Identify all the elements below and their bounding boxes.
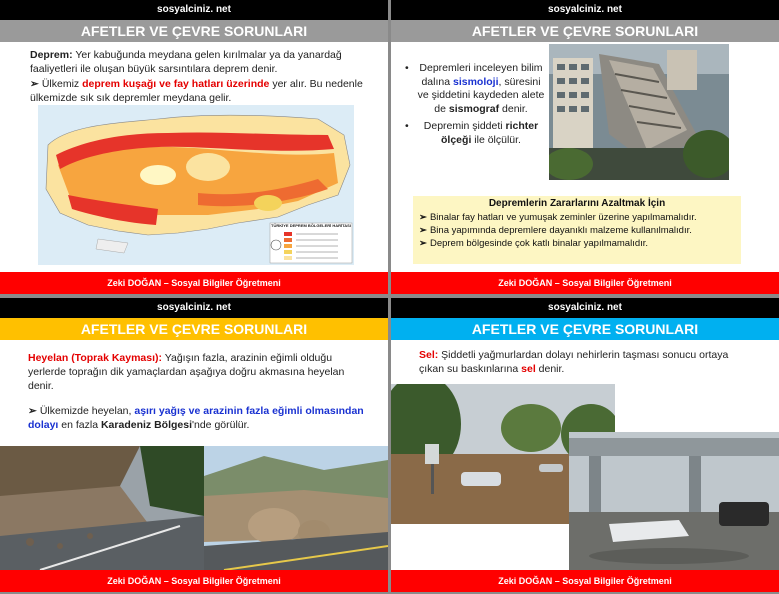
tip-item: ➢ Bina yapımında depremlere dayanıklı malzeme kullanılmalıdır. — [419, 225, 692, 236]
term-sismograf: sismograf — [448, 102, 500, 115]
tip-item: ➢ Binalar fay hatları ve yumuşak zeminler üzerine yapılmamalıdır. — [419, 212, 697, 223]
definition-term: Sel: — [419, 349, 439, 361]
point-highlight: aşırı yağış ve arazinin fazla eğimli olmasından dolayı — [28, 405, 364, 431]
point-highlight: deprem kuşağı ve fay hatları üzerinde — [82, 78, 270, 90]
bullet-item: • Depremleri inceleyen bilim dalına sismoloji, süresini ve şiddetini kaydeden alete de sismograf denir. — [405, 62, 545, 116]
slide-title: AFETLER VE ÇEVRE SORUNLARI — [0, 20, 388, 42]
definition-body: Şiddetli yağmurlardan dolayı nehirlerin taşması sonucu ortaya çıkan su baskınlarına — [419, 349, 729, 375]
site-header: sosyalciniz. net — [391, 298, 779, 318]
earthquake-zone-map — [38, 105, 354, 265]
definition-body: Yağışın fazla, arazinin eğimli olduğu yerlerde toprağın dik yamaçlardan aşağıya doğru akmasına heyelan denir. — [28, 352, 345, 392]
landslide-road-photo — [0, 446, 204, 570]
site-header: sosyalciniz. net — [0, 298, 388, 318]
definition-text — [28, 351, 364, 393]
arrow-bullet-icon: ➢ — [28, 405, 37, 417]
map-legend-title: TÜRKİYE DEPREM BÖLGELERİ HARİTASI — [271, 223, 351, 228]
slide-footer: Zeki DOĞAN – Sosyal Bilgiler Öğretmeni — [0, 272, 388, 294]
seismology-bullets — [405, 62, 545, 151]
flooded-underpass-photo — [569, 432, 779, 570]
site-header: sosyalciniz. net — [0, 0, 388, 20]
arrow-bullet-icon: ➢ — [419, 238, 427, 249]
slide-flood — [391, 298, 779, 592]
term-richter: richter ölçeği — [441, 120, 539, 146]
term-sismoloji: sismoloji — [453, 75, 499, 88]
point-pre: Ülkemiz — [41, 78, 83, 90]
slide-title: AFETLER VE ÇEVRE SORUNLARI — [391, 20, 779, 42]
definition-body: Yer kabuğunda meydana gelen kırılmalar ya da yanardağ faaliyetleri ile oluşan büyük sarsıntılara deprem denir. — [30, 49, 342, 75]
arrow-bullet-icon: ➢ — [419, 212, 427, 223]
rockfall-road-photo — [204, 446, 388, 570]
tips-box — [413, 196, 741, 264]
tips-title: Depremlerin Zararlarını Azaltmak İçin — [488, 198, 666, 209]
definition-keyword: sel — [521, 363, 536, 375]
slide-seismology — [391, 0, 779, 294]
slide-footer: Zeki DOĞAN – Sosyal Bilgiler Öğretmeni — [0, 570, 388, 592]
slide-title: AFETLER VE ÇEVRE SORUNLARI — [0, 318, 388, 340]
bullet-item: • Depremin şiddeti richter ölçeği ile ölçülür. — [405, 120, 545, 147]
slide-footer: Zeki DOĞAN – Sosyal Bilgiler Öğretmeni — [391, 570, 779, 592]
point-text — [30, 77, 370, 105]
definition-text — [30, 48, 370, 76]
definition-term: Heyelan (Toprak Kayması): — [28, 352, 163, 364]
region-name: Karadeniz Bölgesi — [100, 419, 192, 431]
slide-landslide — [0, 298, 388, 592]
arrow-bullet-icon: ➢ — [419, 225, 427, 236]
slide-footer: Zeki DOĞAN – Sosyal Bilgiler Öğretmeni — [391, 272, 779, 294]
point-post: yer alır. Bu nedenle ülkemizde sık sık depremler meydana gelir. — [30, 78, 363, 104]
slide-title: AFETLER VE ÇEVRE SORUNLARI — [391, 318, 779, 340]
point-text: ➢ Ülkemizde heyelan, aşırı yağış ve arazinin fazla eğimli olmasından dolayı en fazla Karadeniz Bölgesi'nde görülür. — [28, 405, 364, 431]
slide-earthquake — [0, 0, 388, 294]
collapsed-building-photo — [549, 44, 729, 180]
definition-text: Sel: Şiddetli yağmurlardan dolayı nehirlerin taşması sonucu ortaya çıkan su baskınlarına sel denir. — [419, 349, 729, 375]
definition-term: Deprem: — [30, 49, 73, 61]
tip-item: ➢ Deprem bölgesinde çok katlı binalar yapılmamalıdır. — [419, 238, 649, 249]
site-header: sosyalciniz. net — [391, 0, 779, 20]
arrow-bullet-icon: ➢ — [30, 78, 39, 90]
